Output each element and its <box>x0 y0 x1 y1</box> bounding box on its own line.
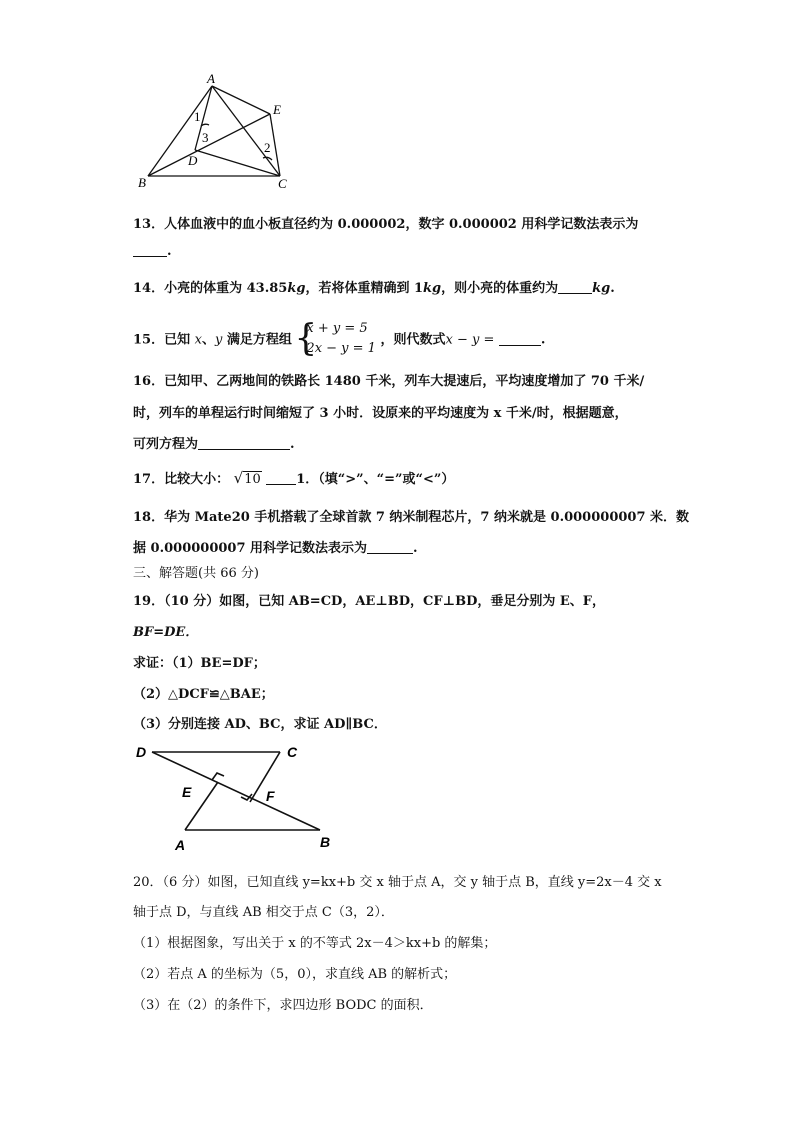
q17-pre: 17．比较大小： <box>133 472 230 487</box>
question-16-line-1 <box>133 370 644 389</box>
q13-answer-blank[interactable] <box>133 244 167 257</box>
q15-mid: 满足方程组 <box>226 332 292 348</box>
question-20-part-3 <box>133 994 433 1013</box>
q17-mid: 1．（填“>”、“=”或“<”） <box>296 472 455 487</box>
angle-label-2: 2 <box>264 140 271 155</box>
q19-line-2: BF=DE． <box>133 625 199 640</box>
question-16-line-3 <box>133 433 295 452</box>
question-20-line-2 <box>133 901 394 920</box>
angle-label-3: 3 <box>202 130 209 145</box>
q15-end: . <box>540 332 546 348</box>
q20-part-2: （2）若点 A 的坐标为（5，0），求直线 AB 的解析式； <box>133 967 457 982</box>
q18-end: . <box>413 541 418 556</box>
q14-unit-1: kg <box>287 281 306 296</box>
label-B: B <box>138 175 146 190</box>
q14-mid2: ，则小亮的体重约为 <box>441 281 559 296</box>
q14-end: . <box>610 281 615 296</box>
equation-system <box>296 319 376 359</box>
fig2-label-A: A <box>175 837 186 853</box>
question-17 <box>133 468 454 487</box>
question-19-line-2 <box>133 621 198 640</box>
equation-1: { x + y = 5 <box>306 321 368 336</box>
fig2-label-C: C <box>287 744 298 760</box>
label-A: A <box>207 71 215 86</box>
sqrt-symbol: √ <box>233 469 244 487</box>
label-E: E <box>273 102 281 117</box>
q15-pre: 15．已知 <box>133 332 191 348</box>
question-13 <box>133 213 638 232</box>
question-16-line-2 <box>133 402 628 421</box>
question-20-part-2 <box>133 963 456 982</box>
question-20-line-1 <box>133 871 662 890</box>
question-19-part-1 <box>133 652 266 671</box>
question-20-part-1 <box>133 932 496 951</box>
q19-part-1: 求证：（1）BE=DF； <box>133 656 266 671</box>
q20-part-1: （1）根据图象，写出关于 x 的不等式 2x－4＞kx+b 的解集； <box>133 936 497 951</box>
q14-unit-3: kg <box>592 281 611 296</box>
triangle-figure-2 <box>130 740 350 855</box>
q17-answer-blank[interactable] <box>266 472 296 485</box>
q18-line-1: 18．华为 Mate20 手机搭载了全球首款 7 纳米制程芯片，7 纳米就是 0.000000007 米．数 <box>133 510 690 525</box>
question-15 <box>133 320 545 360</box>
question-14 <box>133 277 615 296</box>
fig2-label-E: E <box>182 784 192 800</box>
question-19-line-1 <box>133 590 605 609</box>
question-19-part-3 <box>133 713 387 732</box>
q15-sep: 、 <box>201 332 215 348</box>
angle-label-1: 1 <box>194 109 201 124</box>
sqrt-expression <box>234 469 262 487</box>
fig2-label-F: F <box>266 788 275 804</box>
question-18-line-1 <box>133 506 689 525</box>
q15-var-x: x <box>194 332 202 348</box>
fig2-label-D: D <box>136 744 147 760</box>
q13-end: . <box>167 244 172 259</box>
question-13-answer <box>133 244 172 259</box>
q14-mid: ，若将体重精确到 1 <box>305 281 424 296</box>
q14-answer-blank[interactable] <box>558 281 592 294</box>
equation-2: 2x − y = 1 <box>306 341 376 356</box>
q16-line-2: 时，列车的单程运行时间缩短了 3 小时．设原来的平均速度为 x 千米/时，根据题意， <box>133 406 628 421</box>
label-D: D <box>188 153 198 168</box>
q15-post: ，则代数式 <box>380 332 446 348</box>
q20-line-2: 轴于点 D，与直线 AB 相交于点 C（3，2）． <box>133 905 394 920</box>
q19-part-2: （2）△DCF≌△BAE； <box>133 687 274 702</box>
q15-var-y: y <box>214 332 223 348</box>
q16-answer-blank[interactable] <box>198 437 290 450</box>
section-3-title: 三、解答题(共 66 分) <box>133 566 259 581</box>
q13-text: 13．人体血液中的血小板直径约为 0.000002，数字 0.000002 用科学记数法表示为 <box>133 217 639 232</box>
q20-line-1: 20．（6 分）如图，已知直线 y=kx+b 交 x 轴于点 A，交 y 轴于点 B，直线 y=2x－4 交 x <box>133 875 662 890</box>
q19-line-1: 19．（10 分）如图，已知 AB=CD，AE⊥BD，CF⊥BD，垂足分别为 E、F， <box>133 594 606 609</box>
q16-end: . <box>290 437 295 452</box>
q14-pre: 14．小亮的体重为 43.85 <box>133 281 288 296</box>
q16-line-3: 可列方程为 <box>133 437 199 452</box>
sqrt-radicand: 10 <box>244 472 261 487</box>
q18-answer-blank[interactable] <box>367 541 413 554</box>
label-C: C <box>278 176 287 191</box>
q15-answer-blank[interactable] <box>499 333 541 346</box>
q15-expr: x − y = <box>445 332 495 348</box>
q19-part-3: （3）分别连接 AD、BC，求证 AD∥BC． <box>133 717 387 732</box>
q20-part-3: （3）在（2）的条件下，求四边形 BODC 的面积． <box>133 998 433 1013</box>
triangle-figure-1 <box>130 70 300 195</box>
fig2-label-B: B <box>320 834 331 850</box>
question-19-part-2 <box>133 683 274 702</box>
q16-line-1: 16．已知甲、乙两地间的铁路长 1480 千米，列车大提速后，平均速度增加了 70 千米/ <box>133 374 645 389</box>
q18-line-2: 据 0.000000007 用科学记数法表示为 <box>133 541 368 556</box>
section-heading <box>133 562 259 581</box>
q14-unit-2: kg <box>423 281 442 296</box>
question-18-line-2 <box>133 537 418 556</box>
